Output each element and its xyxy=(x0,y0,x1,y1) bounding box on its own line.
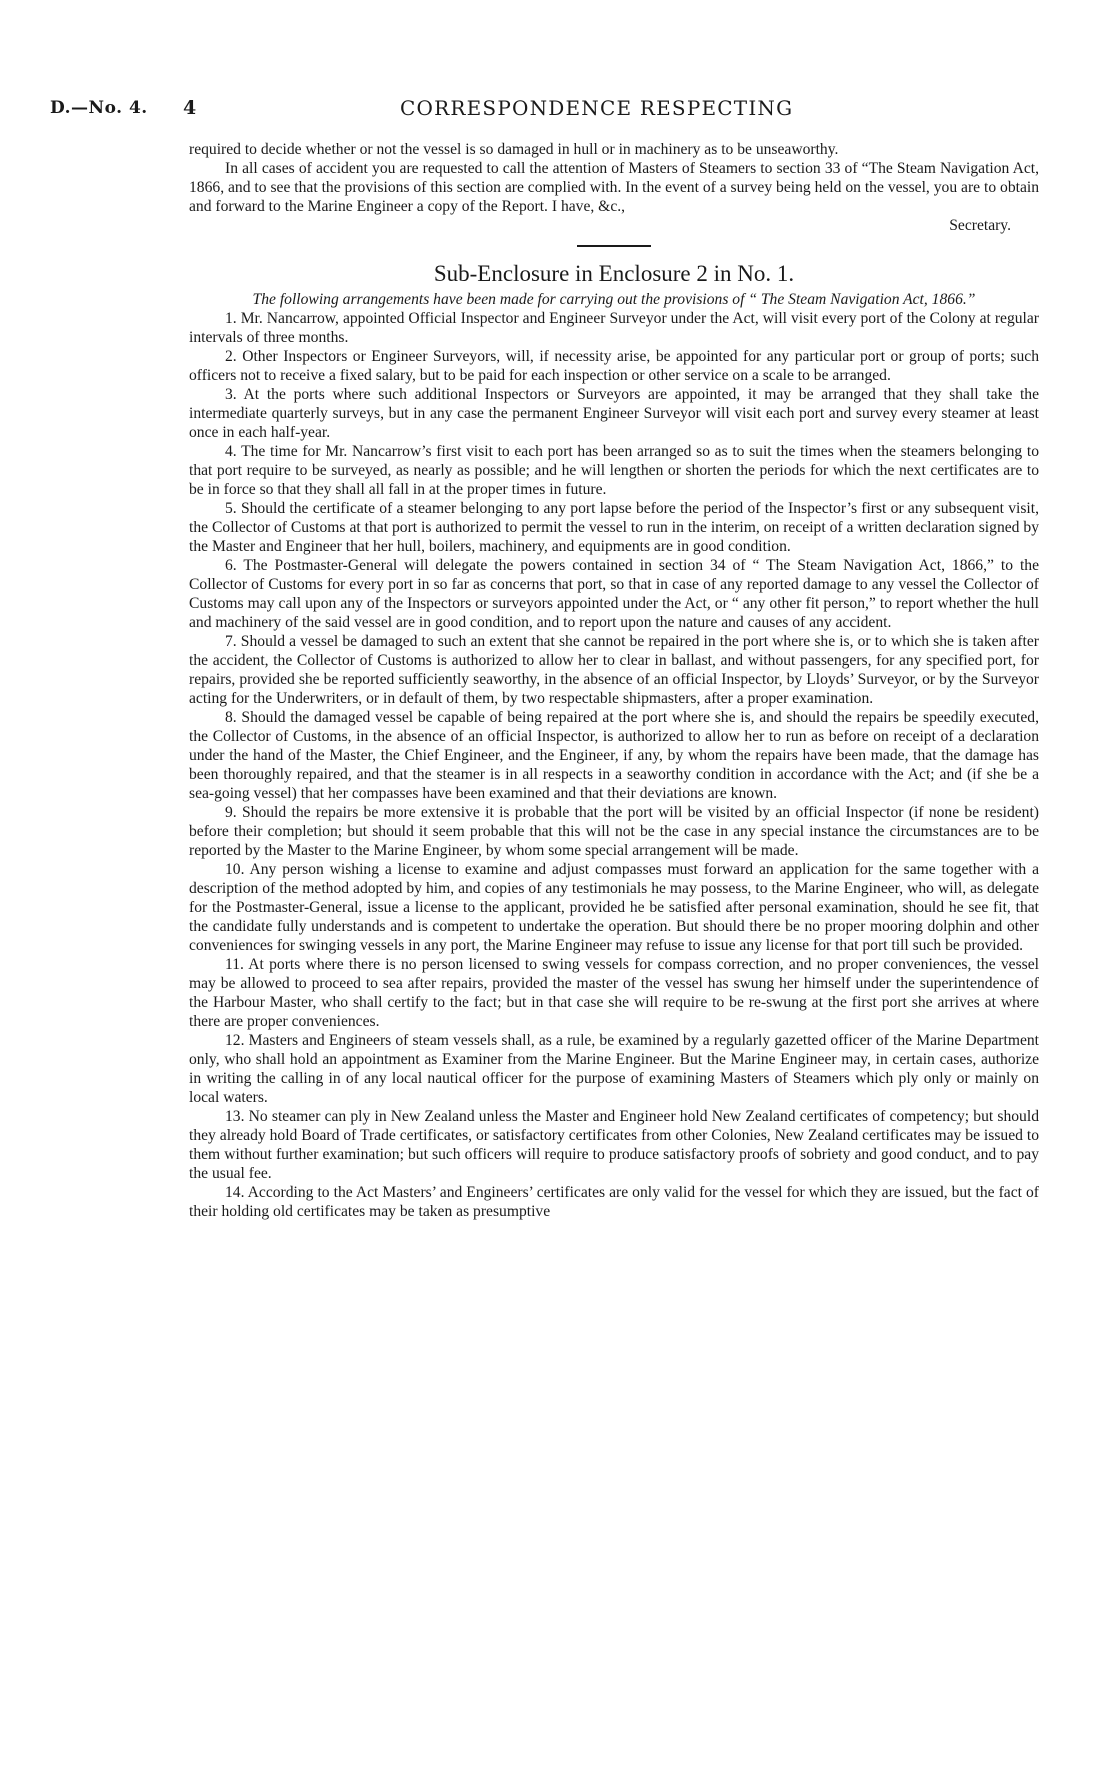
document-reference: D.—No. 4. xyxy=(50,98,148,118)
document-body xyxy=(189,140,1039,1221)
page-number: 4 xyxy=(183,97,197,119)
numbered-paragraph: 9. Should the repairs be more extensive it is probable that the port will be visited by an official Inspector (if none be resident) before their completion; but should it seem probable that this will not be the case in any special instance the circumstances are to be reported by the Master to the Marine Engineer, by whom some special arrangement will be made. xyxy=(189,804,1039,859)
numbered-paragraph: 13. No steamer can ply in New Zealand unless the Master and Engineer hold New Zealand certificates of competency; but should they already hold Board of Trade certificates, or satisfactory certificates from other Colonies, New Zealand certificates may be issued to them without further examination; but such officers will require to produce satisfactory proofs of sobriety and good conduct, and to pay the usual fee. xyxy=(189,1108,1039,1182)
numbered-paragraph: 8. Should the damaged vessel be capable of being repaired at the port where she is, and should the repairs be speedily executed, the Collector of Customs, in the absence of an official Inspector, is authorized to allow her to run as before on receipt of a declaration under the hand of the Master, the Chief Engineer, and the Engineer, if any, by whom the repairs have been made, that the damage has been thoroughly repaired, and that the steamer is in all respects in a seaworthy condition in accordance with the Act; and (if she be a sea-going vessel) that her compasses have been examined and that their deviations are known. xyxy=(189,709,1039,802)
numbered-paragraph: 11. At ports where there is no person licensed to swing vessels for compass correction, and no proper conveniences, the vessel may be allowed to proceed to sea after repairs, provided the master of the vessel has swung her himself under the superintendence of the Harbour Master, who shall certify to the fact; but in that case she will require to be re-swung at the first port she arrives at where there are proper conveniences. xyxy=(189,956,1039,1030)
opening-paragraph-2: In all cases of accident you are requested to call the attention of Masters of Steamers to section 33 of “The Steam Navigation Act, 1866, and to see that the provisions of this section are complied with. In the event of a survey being held on the vessel, you are to obtain and forward to the Marine Engineer a copy of the Report. I have, &c., xyxy=(189,160,1039,215)
numbered-paragraph: 10. Any person wishing a license to examine and adjust compasses must forward an application for the same together with a description of the method adopted by him, and copies of any testimonials he may possess, to the Marine Engineer, who will, as delegate for the Postmaster-General, issue a license to the applicant, provided he be satisfied after personal examination, should he see fit, that the candidate fully understands and is competent to undertake the operation. But should there be no proper mooring dolphin and other conveniences for swinging vessels in any port, the Marine Engineer may refuse to issue any license for that port till such be provided. xyxy=(189,861,1039,954)
opening-paragraph-1: required to decide whether or not the vessel is so damaged in hull or in machinery as to be unseaworthy. xyxy=(189,141,839,158)
running-title: CORRESPONDENCE RESPECTING xyxy=(400,96,794,120)
numbered-paragraph: 2. Other Inspectors or Engineer Surveyors, will, if necessity arise, be appointed for any particular port or group of ports; such officers not to receive a fixed salary, but to be paid for each inspection or other service on a scale to be arranged. xyxy=(189,348,1039,384)
numbered-paragraph: 4. The time for Mr. Nancarrow’s first visit to each port has been arranged so as to suit the times when the steamers belonging to that port require to be surveyed, as nearly as possible; and he will lengthen or shorten the periods for which the next certificates are to be in force so that they shall all fall in at the proper times in future. xyxy=(189,443,1039,498)
numbered-paragraph: 7. Should a vessel be damaged to such an extent that she cannot be repaired in the port where she is, or to which she is taken after the accident, the Collector of Customs is authorized to allow her to clear in ballast, and without passengers, for any specified port, for repairs, provided she be reported sufficiently seaworthy, in the absence of an official Inspector, by Lloyds’ Surveyor, or by the Surveyor acting for the Underwriters, or in default of them, by two respectable shipmasters, after a proper examination. xyxy=(189,633,1039,707)
numbered-paragraph: 3. At the ports where such additional Inspectors or Surveyors are appointed, it may be arranged that they shall take the intermediate quarterly surveys, but in any case the permanent Engineer Surveyor will visit each port and survey every steamer at least once in each half-year. xyxy=(189,386,1039,441)
section-divider xyxy=(577,245,651,247)
sub-enclosure-intro: The following arrangements have been made for carrying out the provisions of “ The Steam Navigation Act, 1866.” xyxy=(252,291,976,308)
numbered-paragraph: 12. Masters and Engineers of steam vessels shall, as a rule, be examined by a regularly gazetted officer of the Marine Department only, who shall hold an appointment as Examiner from the Marine Engineer. But the Marine Engineer may, in certain cases, authorize in writing the calling in of any local nautical officer for the purpose of examining Masters of Steamers which ply only or mainly on local waters. xyxy=(189,1032,1039,1106)
signature: Secretary. xyxy=(949,217,1011,234)
numbered-paragraph: 5. Should the certificate of a steamer belonging to any port lapse before the period of the Inspector’s first or any subsequent visit, the Collector of Customs at that port is authorized to permit the vessel to run in the interim, on receipt of a written declaration signed by the Master and Engineer that her hull, boilers, machinery, and equipments are in good condition. xyxy=(189,500,1039,555)
numbered-paragraph: 6. The Postmaster-General will delegate the powers contained in section 34 of “ The Steam Navigation Act, 1866,” to the Collector of Customs for every port in so far as concerns that port, so that in case of any reported damage to any vessel the Collector of Customs may call upon any of the Inspectors or surveyors appointed under the Act, or “ any other fit person,” to report whether the hull and machinery of the said vessel are in good condition, and to report upon the nature and causes of any accident. xyxy=(189,557,1039,631)
numbered-paragraph: 14. According to the Act Masters’ and Engineers’ certificates are only valid for the vessel for which they are issued, but the fact of their holding old certificates may be taken as presumptive xyxy=(189,1184,1039,1220)
numbered-paragraph: 1. Mr. Nancarrow, appointed Official Inspector and Engineer Surveyor under the Act, will visit every port of the Colony at regular intervals of three months. xyxy=(189,310,1039,346)
sub-enclosure-heading: Sub-Enclosure in Enclosure 2 in No. 1. xyxy=(433,261,795,286)
